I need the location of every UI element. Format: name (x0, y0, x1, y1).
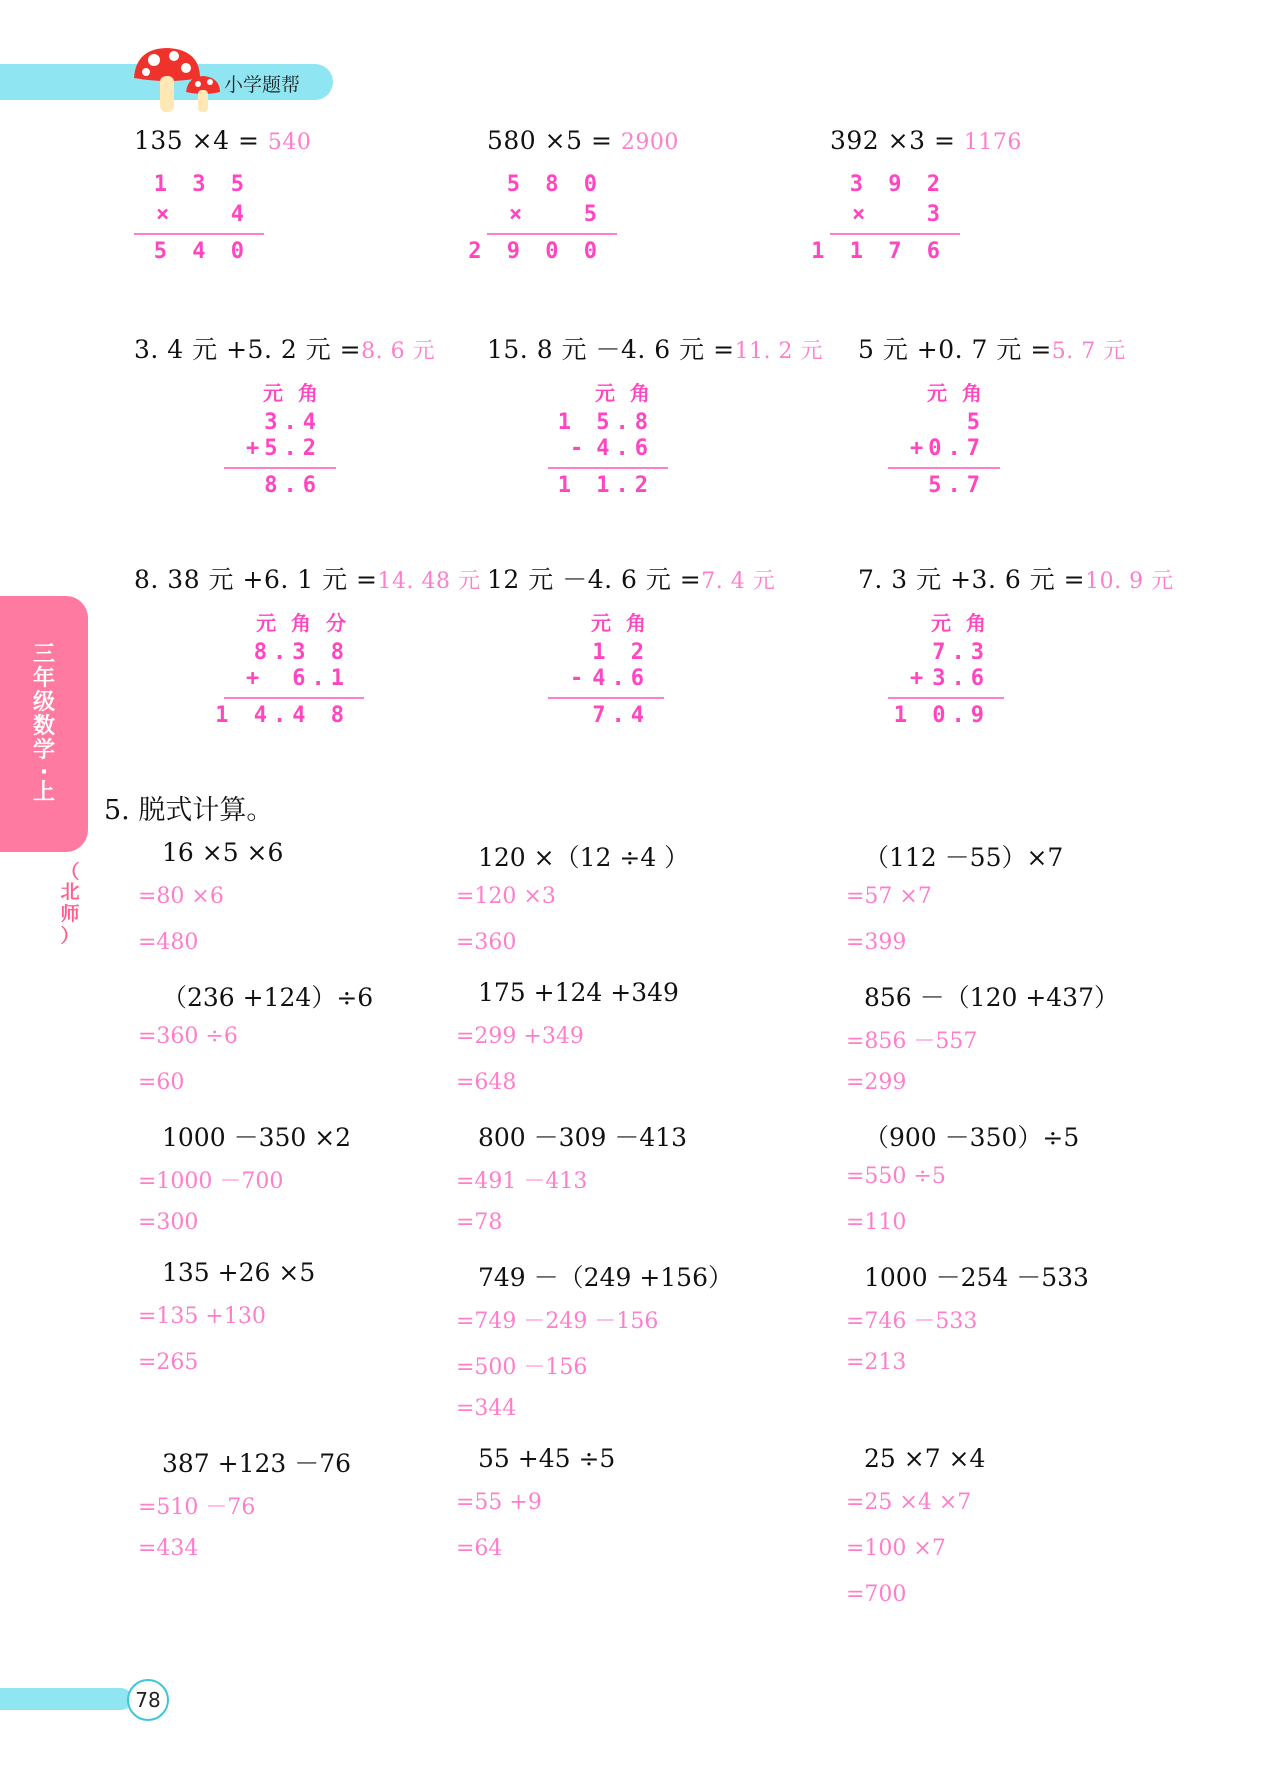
vc-top: 3 9 2 (849, 172, 946, 197)
solution-step: =25 ×4 ×7 (846, 1490, 972, 1515)
equation (830, 126, 1022, 155)
equation-answer: 8. 6 元 (361, 339, 436, 364)
vc-bottom: 4 (230, 202, 250, 227)
vc-bottom: 4.6 (596, 436, 654, 461)
vc-bottom: 3 (926, 202, 946, 227)
solution-step: =60 (138, 1070, 185, 1095)
vc-unit-header: 元 角 (263, 381, 322, 405)
edition-char: 师 (60, 903, 80, 925)
problem-expr: （900 －350）÷5 (864, 1123, 1080, 1152)
vc-bottom: 6.1 (292, 666, 350, 691)
vc-operator: + (246, 436, 260, 461)
edition-label (40, 862, 100, 962)
equation-expr: 3. 4 元 +5. 2 元 = (134, 335, 362, 364)
vc-top: 1 5.8 (557, 410, 654, 435)
equation-answer: 2900 (620, 130, 679, 155)
equation-expr: 135 ×4 = (134, 126, 260, 155)
grade-side-tab (0, 596, 88, 852)
brand-title: 小学题帮 (224, 74, 301, 96)
vc-operator: × (156, 202, 170, 227)
solution-step: =434 (138, 1536, 199, 1561)
equation-expr: 5 元 +0. 7 元 = (858, 335, 1052, 364)
edition-char: ） (60, 925, 80, 947)
vc-result: 5 4 0 (153, 239, 250, 264)
solution-step: =78 (456, 1210, 503, 1235)
vc-result: 8.6 (264, 473, 322, 498)
equation-expr: 15. 8 元 －4. 6 元 = (487, 335, 735, 364)
section-title: 5. 脱式计算。 (104, 795, 274, 826)
solution-step: =300 (138, 1210, 199, 1235)
side-tab-char: 学 (32, 738, 55, 763)
vc-bottom: 3.6 (932, 666, 990, 691)
vc-result: 1 4.4 8 (215, 703, 350, 728)
solution-step: =100 ×7 (846, 1536, 946, 1561)
vc-operator: × (509, 202, 523, 227)
solution-step: =480 (138, 930, 199, 955)
equation-answer: 10. 9 元 (1085, 569, 1174, 594)
problem-expr: 749 －（249 +156） (478, 1263, 733, 1292)
vertical-calculation (888, 378, 1000, 501)
side-tab-char: · (39, 760, 49, 785)
vc-result: 1 1 7 6 (811, 239, 946, 264)
vertical-calculation (215, 608, 364, 731)
vc-bottom: 0.7 (928, 436, 986, 461)
problem-expr: 175 +124 +349 (478, 978, 679, 1007)
problem-expr: 800 －309 －413 (478, 1123, 688, 1152)
vc-top: 1 3 5 (153, 172, 250, 197)
vc-bottom: 5 (583, 202, 603, 227)
vc-result: 7.4 (592, 703, 650, 728)
solution-step: =500 －156 (456, 1355, 588, 1380)
equation-answer: 14. 48 元 (377, 569, 481, 594)
vertical-calculation (548, 608, 664, 731)
solution-step: =213 (846, 1350, 907, 1375)
solution-step: =299 +349 (456, 1024, 584, 1049)
edition-char: （ (60, 861, 80, 883)
vc-operator: + (910, 666, 924, 691)
page-number: 78 (127, 1679, 169, 1721)
vc-operator: + (246, 666, 260, 691)
vc-top: 3.4 (264, 410, 322, 435)
equation-expr: 12 元 －4. 6 元 = (487, 565, 702, 594)
vc-top: 5 (966, 410, 986, 435)
problem-expr: 1000 －350 ×2 (162, 1123, 352, 1152)
side-tab-char: 级 (32, 690, 55, 715)
vertical-calculation (224, 378, 336, 501)
vertical-calculation (468, 170, 617, 267)
problem-expr: 135 +26 ×5 (162, 1258, 316, 1287)
equation (858, 330, 1126, 366)
vc-result: 2 9 0 0 (468, 239, 603, 264)
vc-top: 8.3 8 (253, 640, 350, 665)
problem-expr: （236 +124）÷6 (162, 983, 374, 1012)
problem-expr: （112 －55）×7 (864, 843, 1064, 872)
equation-answer: 1176 (963, 130, 1022, 155)
solution-step: =55 +9 (456, 1490, 542, 1515)
equation (487, 560, 775, 596)
vc-top: 5 8 0 (506, 172, 603, 197)
equation-expr: 8. 38 元 +6. 1 元 = (134, 565, 378, 594)
equation (134, 560, 480, 596)
equation (858, 560, 1174, 596)
problem-expr: 120 ×（12 ÷4 ） (478, 843, 690, 872)
equation-answer: 540 (267, 130, 312, 155)
equation-expr: 580 ×5 = (487, 126, 613, 155)
solution-step: =491 －413 (456, 1169, 588, 1194)
equation (134, 126, 311, 155)
vc-unit-header: 元 角 (927, 381, 986, 405)
vc-result: 1 0.9 (893, 703, 990, 728)
vc-bottom: 4.6 (592, 666, 650, 691)
solution-step: =399 (846, 930, 907, 955)
solution-step: =1000 －700 (138, 1169, 284, 1194)
solution-step: =360 ÷6 (138, 1024, 238, 1049)
solution-step: =648 (456, 1070, 517, 1095)
vc-operator: × (852, 202, 866, 227)
solution-step: =344 (456, 1396, 517, 1421)
solution-step: =110 (846, 1210, 907, 1235)
vc-operator: + (910, 436, 924, 461)
equation-answer: 11. 2 元 (734, 339, 824, 364)
edition-char: 北 (60, 881, 80, 903)
vertical-calculation (548, 378, 668, 501)
problem-expr: 55 +45 ÷5 (478, 1444, 616, 1473)
solution-step: =749 －249 －156 (456, 1309, 659, 1334)
solution-step: =360 (456, 930, 517, 955)
problem-expr: 25 ×7 ×4 (864, 1444, 986, 1473)
side-tab-char: 上 (32, 780, 55, 805)
solution-step: =550 ÷5 (846, 1164, 946, 1189)
problem-expr: 387 +123 －76 (162, 1449, 352, 1478)
equation (134, 330, 435, 366)
equation-expr: 7. 3 元 +3. 6 元 = (858, 565, 1086, 594)
vc-bottom: 5.2 (264, 436, 322, 461)
problem-expr: 856 －（120 +437） (864, 983, 1119, 1012)
equation-answer: 7. 4 元 (701, 569, 776, 594)
vc-unit-header: 元 角 (591, 611, 650, 635)
vc-unit-header: 元 角 (931, 611, 990, 635)
vc-unit-header: 元 角 (595, 381, 654, 405)
vc-result: 5.7 (928, 473, 986, 498)
solution-step: =265 (138, 1350, 199, 1375)
vertical-calculation (888, 608, 1004, 731)
equation-answer: 5. 7 元 (1051, 339, 1126, 364)
vc-unit-header: 元 角 分 (256, 611, 350, 635)
equation (487, 330, 823, 366)
solution-step: =299 (846, 1070, 907, 1095)
problem-expr: 1000 －254 －533 (864, 1263, 1089, 1292)
solution-step: =120 ×3 (456, 884, 556, 909)
equation (487, 126, 679, 155)
vc-operator: - (570, 666, 584, 691)
solution-step: =64 (456, 1536, 503, 1561)
solution-step: =856 －557 (846, 1029, 978, 1054)
vertical-calculation (134, 170, 264, 267)
vc-operator: - (570, 436, 584, 461)
solution-step: =80 ×6 (138, 884, 224, 909)
solution-step: =746 －533 (846, 1309, 978, 1334)
problem-expr: 16 ×5 ×6 (162, 838, 284, 867)
solution-step: =510 －76 (138, 1495, 256, 1520)
mushroom-icon (126, 44, 226, 116)
side-tab-char: 三 (32, 642, 55, 667)
vc-top: 7.3 (932, 640, 990, 665)
solution-step: =57 ×7 (846, 884, 932, 909)
vc-result: 1 1.2 (557, 473, 654, 498)
side-tab-char: 数 (32, 714, 55, 739)
equation-expr: 392 ×3 = (830, 126, 956, 155)
side-tab-char: 年 (32, 666, 55, 691)
solution-step: =700 (846, 1582, 907, 1607)
solution-step: =135 +130 (138, 1304, 266, 1329)
vc-top: 1 2 (592, 640, 650, 665)
footer-band (0, 1688, 132, 1710)
vertical-calculation (811, 170, 960, 267)
